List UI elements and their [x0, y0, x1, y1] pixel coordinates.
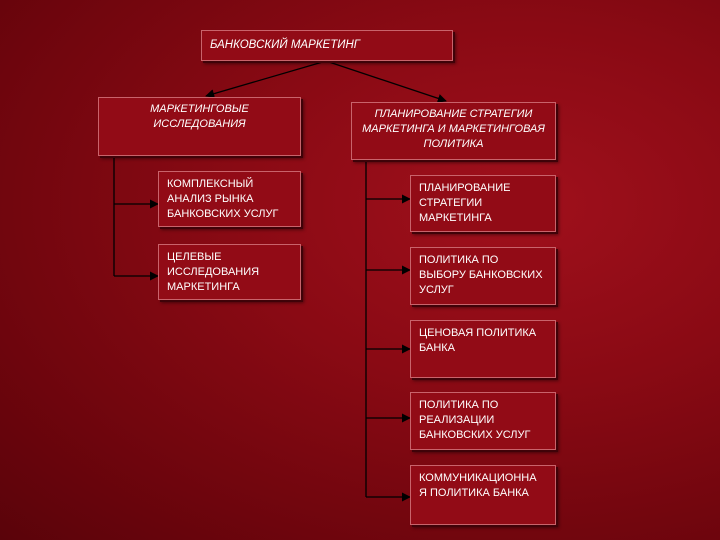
root-node: БАНКОВСКИЙ МАРКЕТИНГ: [201, 30, 453, 61]
child-node-strategy-planning: ПЛАНИРОВАНИЕ СТРАТЕГИИ МАРКЕТИНГА: [410, 175, 556, 232]
child-node-target-research: ЦЕЛЕВЫЕ ИССЛЕДОВАНИЯ МАРКЕТИНГА: [158, 244, 301, 300]
child-node-communication-policy: КОММУНИКАЦИОННА Я ПОЛИТИКА БАНКА: [410, 465, 556, 525]
branch-node-research: МАРКЕТИНГОВЫЕ ИССЛЕДОВАНИЯ: [98, 97, 301, 156]
root-to-right-arrow: [326, 61, 446, 101]
child-node-market-analysis: КОМПЛЕКСНЫЙ АНАЛИЗ РЫНКА БАНКОВСКИХ УСЛУГ: [158, 171, 301, 227]
branch-node-strategy: ПЛАНИРОВАНИЕ СТРАТЕГИИ МАРКЕТИНГА И МАРКЕТИНГОВАЯ ПОЛИТИКА: [351, 102, 556, 160]
child-node-service-selection-policy: ПОЛИТИКА ПО ВЫБОРУ БАНКОВСКИХ УСЛУГ: [410, 247, 556, 305]
child-node-pricing-policy: ЦЕНОВАЯ ПОЛИТИКА БАНКА: [410, 320, 556, 378]
root-to-left-arrow: [206, 61, 326, 96]
child-node-sales-policy: ПОЛИТИКА ПО РЕАЛИЗАЦИИ БАНКОВСКИХ УСЛУГ: [410, 392, 556, 450]
